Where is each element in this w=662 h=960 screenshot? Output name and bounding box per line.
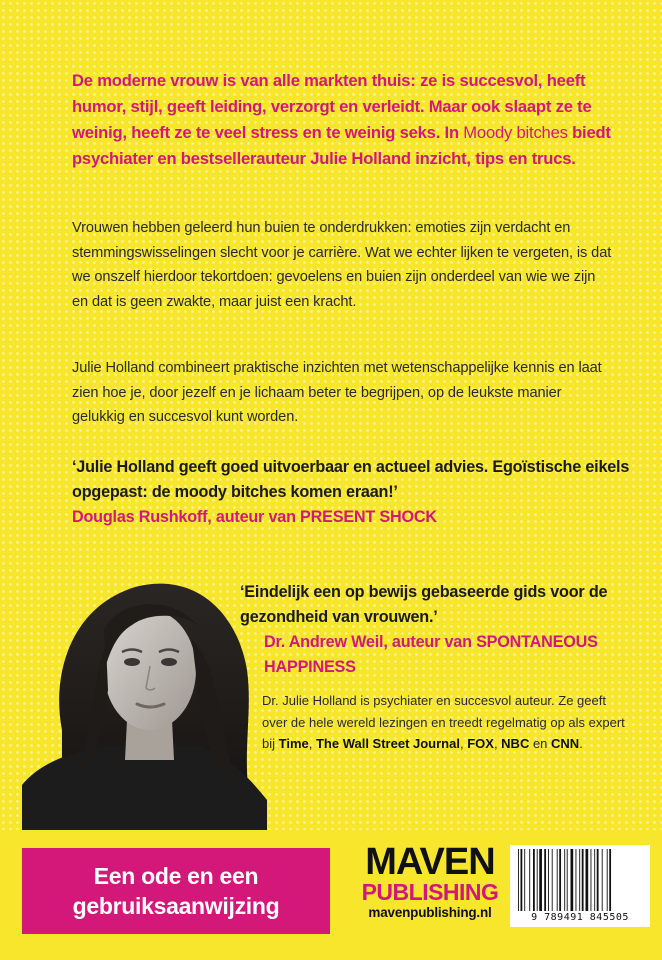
barcode-bar — [548, 849, 549, 911]
bio-separator: , — [459, 736, 468, 751]
barcode-bar — [539, 849, 542, 911]
media-time: Time — [278, 736, 309, 751]
barcode-bar — [533, 849, 535, 911]
barcode-bar — [529, 849, 530, 911]
tagline-line-2: gebruiksaanwijzing — [72, 893, 280, 919]
quote-author: Douglas Rushkoff, auteur van PRESENT SHOCK — [72, 508, 437, 526]
bio-text: Dr. Julie Holland is psychiater en succesvol auteur. Ze geeft over de hele wereld lezingen en treedt regelmatig op als expert bij — [262, 693, 625, 751]
author-portrait-illustration — [22, 570, 267, 830]
barcode-bar — [552, 849, 553, 911]
media-wsj: The Wall Street Journal — [315, 736, 460, 751]
quote-weil — [240, 580, 640, 680]
media-fox: FOX — [467, 736, 494, 751]
barcode-bar — [524, 849, 525, 911]
tagline-box — [22, 848, 330, 934]
bio-separator: en — [529, 736, 552, 751]
intro-blurb — [72, 68, 612, 172]
barcode-bar — [607, 849, 608, 911]
publisher-logo — [360, 843, 500, 922]
description-paragraph-2: Julie Holland combineert praktische inzichten met wetenschappelijke kennis en laat zien hoe je, door jezelf en je lichaam beter te begrijpen, op de leukste manier gelukkig en succesvol kunt worden. — [72, 360, 602, 425]
barcode-bars — [516, 849, 644, 911]
barcode-bar — [559, 849, 561, 911]
barcode-bar — [591, 849, 592, 911]
barcode-bar — [521, 849, 523, 911]
quote-rushkoff — [72, 455, 632, 530]
barcode — [510, 845, 650, 927]
barcode-bar — [571, 849, 574, 911]
barcode-bar — [567, 849, 568, 911]
bio-end: . — [579, 736, 583, 751]
barcode-bar — [544, 849, 546, 911]
publisher-name-2: PUBLISHING — [361, 879, 499, 905]
barcode-bar — [564, 849, 565, 911]
barcode-bar — [537, 849, 538, 911]
barcode-bar — [602, 849, 603, 911]
quote-text: ‘Julie Holland geeft goed uitvoerbaar en actueel advies. Egoïstische eikels opgepast: de moody bitches komen eraan!’ — [72, 458, 630, 501]
barcode-bar — [609, 849, 611, 911]
barcode-bar — [597, 849, 599, 911]
intro-text-1: De moderne vrouw is van alle markten thuis: ze is succesvol, heeft humor, stijl, geeft leiding, verzorgt en verleidt. Maar ook slaapt ze te weinig, heeft ze te veel stress en te weinig seks. In — [72, 71, 592, 142]
bio-separator: , — [493, 736, 502, 751]
barcode-bar — [576, 849, 577, 911]
barcode-bar — [518, 849, 519, 911]
quote-text: ‘Eindelijk een op bewijs gebaseerde gids voor de gezondheid van vrouwen.’ — [240, 583, 608, 626]
media-cnn: CNN — [551, 736, 580, 751]
tagline-line-1: Een ode en een — [93, 863, 259, 889]
barcode-bar — [586, 849, 589, 911]
description-paragraph-1: Vrouwen hebben geleerd hun buien te onderdrukken: emoties zijn verdacht en stemmingswisselingen slecht voor je carrière. Wat we echter lijken te vergeten, is dat we onszelf hierdoor tekortdoen: gevoelens en buien zijn onderdeel van wie we zijn en dat is geen zwakte, maar juist een kracht. — [72, 220, 612, 310]
publisher-name-1: MAVEN — [365, 841, 495, 883]
author-photo — [22, 570, 267, 830]
barcode-bar — [579, 849, 580, 911]
quote-author: Dr. Andrew Weil, auteur van SPONTANEOUS HAPPINESS — [264, 633, 598, 676]
author-bio — [262, 690, 632, 755]
publisher-url: mavenpublishing.nl — [368, 905, 492, 920]
barcode-bar — [582, 849, 584, 911]
isbn-number: 9 789491 845505 — [531, 912, 629, 923]
intro-text-2: biedt psychiater en bestsellerauteur Julie Holland inzicht, tips en trucs. — [72, 123, 611, 168]
media-nbc: NBC — [501, 736, 530, 751]
barcode-bar — [594, 849, 595, 911]
book-title: Moody bitches — [463, 123, 568, 142]
barcode-bar — [557, 849, 558, 911]
bio-separator: , — [308, 736, 316, 751]
